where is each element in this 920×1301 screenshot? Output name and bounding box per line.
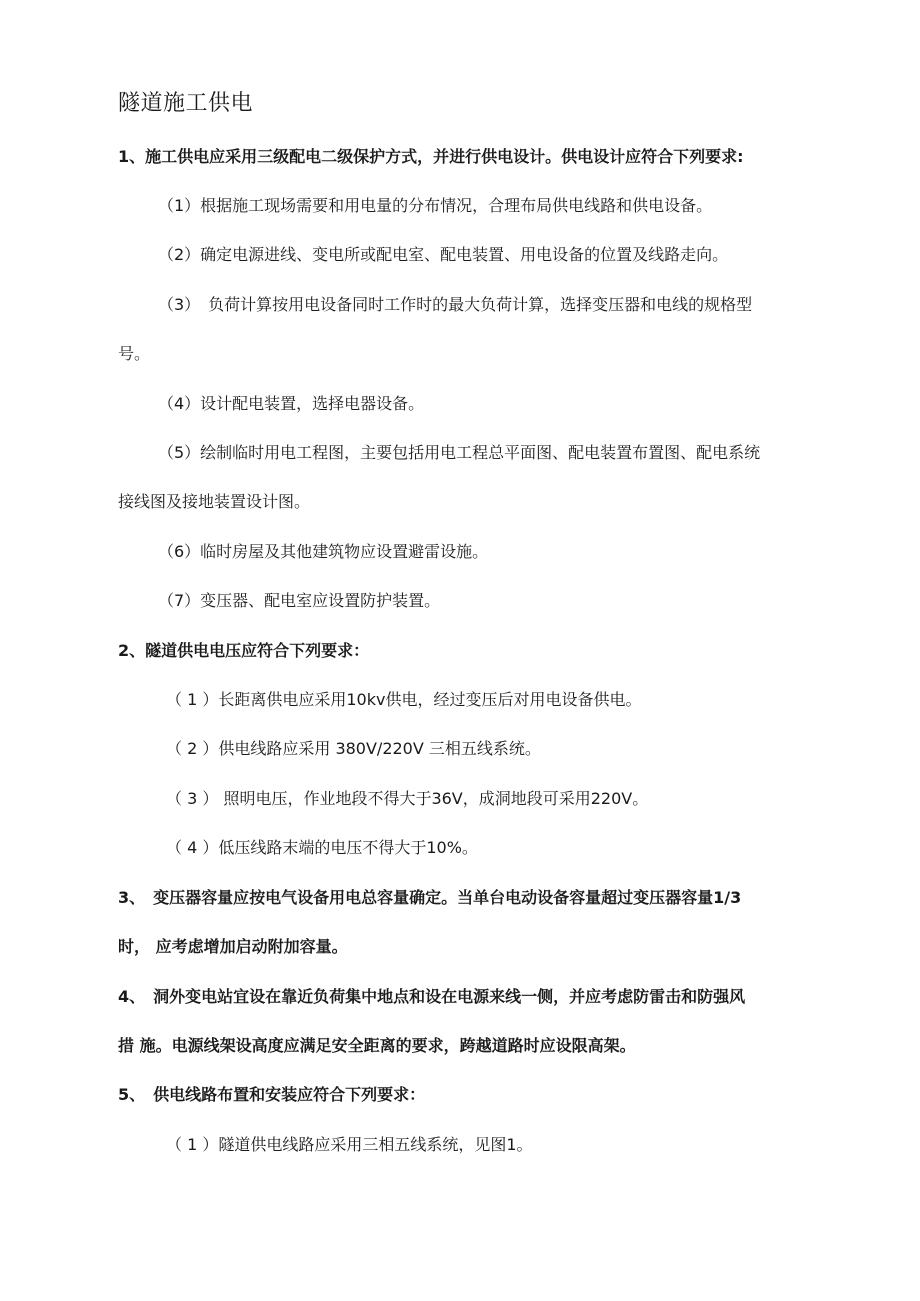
item-1-5-continued: 接线图及接地装置设计图。 [118,492,311,511]
item-1-1: （1）根据施工现场需要和用电量的分布情况，合理布局供电线路和供电设备。 [158,196,713,215]
item-1-2: （2）确定电源进线、变电所或配电室、配电装置、用电设备的位置及线路走向。 [158,245,729,264]
item-2-1: （ 1 ）长距离供电应采用10kv供电，经过变压后对用电设备供电。 [166,690,642,709]
item-1-4: （4）设计配电装置，选择电器设备。 [158,394,425,413]
section-2-heading: 2、隧道供电电压应符合下列要求： [118,641,370,660]
section-4-continued: 措 施。电源线架设高度应满足安全距离的要求，跨越道路时应设限高架。 [118,1036,636,1055]
item-1-3-continued: 号。 [118,344,151,363]
item-1-5: （5）绘制临时用电工程图，主要包括用电工程总平面图、配电装置布置图、配电系统 [158,443,761,462]
item-1-6: （6）临时房屋及其他建筑物应设置避雷设施。 [158,542,489,561]
section-5-heading: 5、 供电线路布置和安装应符合下列要求： [118,1085,426,1104]
item-2-3: （ 3 ） 照明电压，作业地段不得大于36V，成洞地段可采用220V。 [166,789,649,808]
item-1-7: （7）变压器、配电室应设置防护装置。 [158,591,441,610]
section-1-heading: 1、施工供电应采用三级配电二级保护方式，并进行供电设计。供电设计应符合下列要求: [118,147,744,166]
section-3-text: 3、 变压器容量应按电气设备用电总容量确定。当单台电动设备容量超过变压器容量1/3 [118,888,742,907]
item-2-4: （ 4 ）低压线路末端的电压不得大于10%。 [166,838,478,857]
item-2-2: （ 2 ）供电线路应采用 380V/220V 三相五线系统。 [166,739,541,758]
section-3-continued: 时， 应考虑增加启动附加容量。 [118,937,348,956]
item-1-3: （3） 负荷计算按用电设备同时工作时的最大负荷计算，选择变压器和电线的规格型 [158,295,753,314]
section-4-text: 4、 洞外变电站宜设在靠近负荷集中地点和设在电源来线一侧，并应考虑防雷击和防强风 [118,987,746,1006]
item-5-1: （ 1 ）隧道供电线路应采用三相五线系统，见图1。 [166,1135,533,1154]
document-title: 隧道施工供电 [118,91,254,116]
